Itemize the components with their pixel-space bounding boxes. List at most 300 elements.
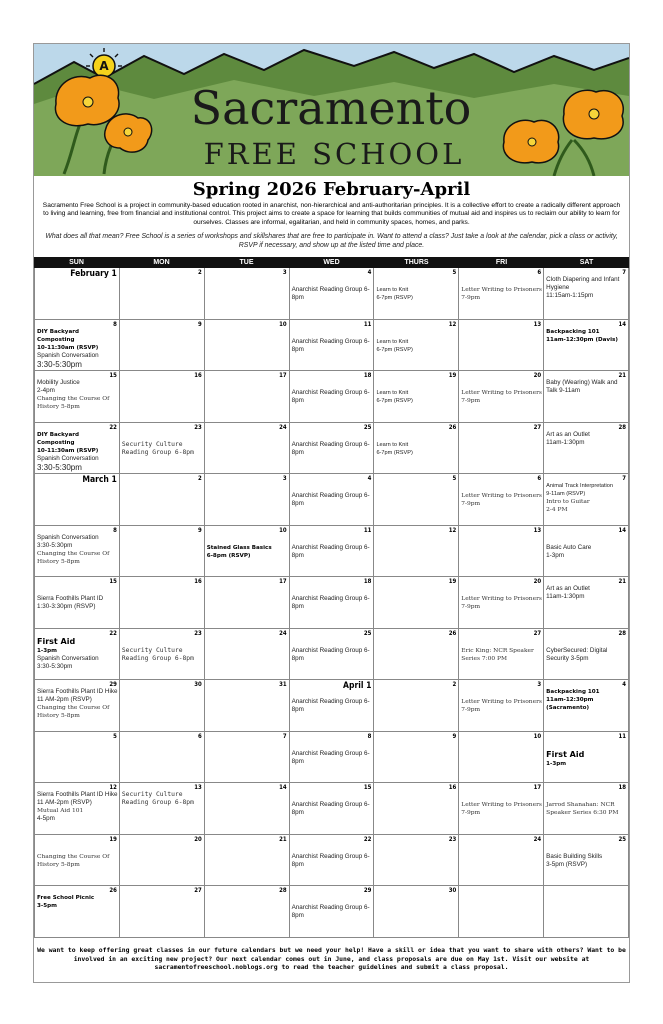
- week-row: [35, 680, 629, 732]
- event-text: Anarchist Reading Group 6-8pm: [291, 337, 370, 353]
- weekday-mon: MON: [153, 259, 170, 266]
- day-events: [376, 379, 457, 405]
- day-cell[interactable]: [290, 371, 375, 422]
- day-cell[interactable]: [290, 680, 375, 731]
- week-row: [35, 629, 629, 681]
- day-cell[interactable]: [290, 268, 375, 319]
- day-cell[interactable]: [35, 732, 120, 783]
- day-number: 5: [113, 732, 117, 740]
- day-events: [292, 894, 373, 920]
- day-cell[interactable]: [374, 320, 459, 371]
- day-number: March 1: [82, 475, 117, 485]
- day-number: 24: [533, 835, 542, 843]
- day-cell[interactable]: [120, 680, 205, 731]
- day-number: 10: [279, 526, 287, 534]
- event-text: Anarchist Reading Group 6-8pm: [291, 492, 370, 507]
- day-number: 27: [533, 423, 542, 431]
- event-text: 11am-12:30pm (Davis): [546, 336, 618, 343]
- day-cell[interactable]: [205, 629, 290, 680]
- day-cell[interactable]: [35, 320, 120, 371]
- day-cell[interactable]: [35, 835, 120, 886]
- event-text: Backpacking 101: [546, 689, 600, 695]
- day-number: 9: [197, 320, 202, 328]
- day-cell[interactable]: [459, 526, 544, 577]
- day-cell[interactable]: [290, 423, 375, 474]
- intro-paragraph: Sacramento Free School is a project in community-based education rooted in anarchist, non-hierarchical and anti-authoritarian principles. It is a collective effort to create a radically different approach to living and learning, free from financial and institutional control. This project aims to create a space for learning that builds communities of mutual aid and inspires us to reclaim our ability to learn for ourselves. Classes are informal, egalitarian, and held in community spaces, homes, and parks.: [42, 202, 621, 226]
- how-to-paragraph: What does all that mean? Free School is a series of workshops and skillshares that are free to participate in. Want to attend a class? Just take a look at the calendar, pick a class or activity, RSVP if necessary, and show up at the listed time and place.: [45, 233, 618, 249]
- event-text: Anarchist Reading Group 6-8pm: [291, 801, 370, 816]
- day-cell[interactable]: [35, 423, 120, 474]
- day-cell[interactable]: [290, 577, 375, 628]
- day-events: [37, 585, 118, 611]
- day-cell[interactable]: [459, 268, 544, 319]
- event-text: 11am-1:30pm: [546, 438, 585, 446]
- day-cell[interactable]: [459, 886, 544, 937]
- day-cell[interactable]: [205, 835, 290, 886]
- day-cell[interactable]: [290, 629, 375, 680]
- day-number: 29: [363, 887, 372, 894]
- day-events: [546, 534, 627, 560]
- weekday-sat: SAT: [579, 259, 594, 266]
- day-events: [461, 791, 542, 817]
- event-text: CyberSecured: Digital Security 3-5pm: [546, 646, 608, 662]
- day-cell[interactable]: [120, 423, 205, 474]
- day-number: 16: [194, 372, 202, 379]
- event-text: Security Culture Reading Group 6-8pm: [121, 440, 194, 456]
- event-text: Security Culture Reading Group 6-8pm: [121, 791, 194, 806]
- banner-title: Sacramento: [190, 81, 472, 135]
- day-cell[interactable]: [205, 732, 290, 783]
- day-number: 19: [448, 578, 457, 585]
- day-number: 3: [537, 681, 542, 688]
- day-number: 15: [109, 372, 117, 379]
- day-number: 8: [113, 526, 117, 534]
- event-text: 3-5pm (RSVP): [546, 860, 588, 868]
- day-cell[interactable]: [35, 268, 120, 319]
- day-number: 5: [452, 475, 457, 482]
- day-cell[interactable]: [374, 423, 459, 474]
- day-cell[interactable]: [374, 680, 459, 731]
- day-cell[interactable]: [544, 526, 629, 577]
- event-text: 1-3pm: [546, 551, 565, 559]
- day-number: 30: [448, 887, 457, 894]
- day-cell[interactable]: [544, 423, 629, 474]
- day-cell[interactable]: [459, 474, 544, 525]
- event-text: Anarchist Reading Group 6-8pm: [291, 543, 370, 559]
- event-text: Jarrod Shanahan: NCR Speaker Series 6:30 PM: [546, 802, 619, 816]
- event-text: Anarchist Reading Group 6-8pm: [291, 286, 370, 301]
- event-text: First Aid: [37, 636, 76, 646]
- day-cell[interactable]: [374, 474, 459, 525]
- day-cell[interactable]: [35, 886, 120, 937]
- day-number: 22: [109, 423, 117, 431]
- event-text: Anarchist Reading Group 6-8pm: [291, 749, 370, 765]
- day-events: [37, 379, 118, 411]
- event-text: Anarchist Reading Group 6-8pm: [291, 440, 370, 456]
- day-cell[interactable]: [544, 783, 629, 834]
- event-text: 6-7pm (RSVP): [376, 346, 413, 353]
- day-cell[interactable]: [459, 320, 544, 371]
- day-number: 28: [279, 887, 287, 894]
- day-cell[interactable]: [35, 680, 120, 731]
- day-number: 12: [448, 526, 457, 534]
- day-cell[interactable]: [205, 886, 290, 937]
- day-number: 27: [533, 629, 542, 637]
- day-events: [461, 637, 542, 663]
- day-cell[interactable]: [459, 783, 544, 834]
- day-events: [461, 379, 542, 405]
- event-text: Sierra Foothills Plant ID: [37, 595, 104, 602]
- calendar-rows: [34, 268, 629, 938]
- event-text: 4-5pm: [37, 815, 55, 822]
- day-events: [546, 431, 627, 447]
- day-cell[interactable]: [544, 268, 629, 319]
- day-events: [461, 276, 542, 302]
- day-number: 5: [452, 269, 457, 276]
- event-text: 1:30-3:30pm (RSVP): [37, 603, 96, 610]
- event-text: Animal Track Interpretation: [546, 483, 613, 489]
- day-events: [37, 791, 118, 823]
- day-cell[interactable]: [544, 886, 629, 937]
- event-text: Learn to Knit: [376, 441, 409, 448]
- day-events: [546, 688, 627, 712]
- day-number: 31: [279, 681, 287, 688]
- event-text: Free School Picnic: [37, 895, 95, 901]
- day-events: [122, 637, 203, 663]
- event-text: Changing the Course Of History 5-8pm: [37, 705, 110, 719]
- day-cell[interactable]: [290, 526, 375, 577]
- day-cell[interactable]: [459, 732, 544, 783]
- event-text: Backpacking 101: [546, 328, 600, 335]
- day-events: [207, 534, 288, 560]
- day-number: 14: [279, 784, 287, 791]
- day-number: 18: [618, 784, 627, 791]
- event-text: Mutual Aid 101: [37, 808, 84, 814]
- day-number: 20: [533, 372, 542, 379]
- day-cell[interactable]: [374, 732, 459, 783]
- day-events: [292, 791, 373, 817]
- week-row: [35, 577, 629, 629]
- event-text: 3-5pm: [37, 903, 57, 909]
- day-cell[interactable]: [205, 268, 290, 319]
- event-text: First Aid: [546, 749, 585, 759]
- day-number: 19: [109, 835, 117, 843]
- event-text: Changing the Course Of History 5-8pm: [37, 550, 110, 565]
- footer-note: We want to keep offering great classes in our future calendars but we need your help! Have a skill or idea that you want to share with others? Want to be involved in an exciting new project? Our next calendar comes out in June, and class proposals are due on May 1st. Visit our website at sacramentofreeschool.noblogs.org to read the teacher guidelines and submit a class proposal.: [37, 946, 626, 971]
- day-number: 26: [448, 629, 457, 637]
- day-events: [122, 431, 203, 457]
- day-cell[interactable]: [374, 268, 459, 319]
- day-number: 16: [448, 784, 457, 791]
- day-cell[interactable]: [120, 526, 205, 577]
- day-cell[interactable]: [290, 320, 375, 371]
- day-events: [37, 894, 118, 910]
- day-events: [546, 379, 627, 395]
- day-events: [292, 431, 373, 457]
- day-events: [292, 585, 373, 611]
- day-number: 20: [533, 578, 542, 585]
- day-number: 24: [279, 629, 287, 637]
- day-number: 11: [618, 732, 627, 740]
- event-text: Baby (Wearing) Walk and Talk 9-11am: [546, 379, 618, 394]
- page-title: Spring 2026 February-April: [192, 179, 471, 200]
- day-cell[interactable]: [290, 732, 375, 783]
- day-number: 12: [448, 320, 457, 328]
- day-cell[interactable]: [459, 423, 544, 474]
- day-cell[interactable]: [35, 371, 120, 422]
- day-number: 8: [367, 732, 372, 740]
- day-number: 4: [622, 681, 627, 688]
- week-row: [35, 371, 629, 423]
- day-number: 21: [279, 835, 287, 843]
- day-cell[interactable]: [374, 629, 459, 680]
- day-events: [37, 843, 118, 869]
- event-text: Anarchist Reading Group 6-8pm: [291, 646, 370, 662]
- day-number: 13: [194, 784, 202, 791]
- day-number: 26: [109, 887, 117, 894]
- week-row: [35, 732, 629, 784]
- event-text: 3:30-5:30pm: [37, 662, 73, 670]
- day-cell[interactable]: [120, 835, 205, 886]
- event-text: 10-11:30am (RSVP): [37, 344, 99, 351]
- day-number: 2: [197, 475, 202, 482]
- day-cell[interactable]: [120, 268, 205, 319]
- day-cell[interactable]: [35, 629, 120, 680]
- day-number: 25: [363, 423, 372, 431]
- event-text: 11:15am-1:15pm: [546, 292, 594, 299]
- day-cell[interactable]: [544, 474, 629, 525]
- calendar-page: [33, 43, 630, 983]
- weekday-header: [34, 257, 629, 268]
- day-cell[interactable]: [544, 732, 629, 783]
- day-events: [292, 688, 373, 714]
- event-text: 6-7pm (RSVP): [376, 295, 413, 301]
- day-events: [292, 534, 373, 560]
- day-events: [546, 482, 627, 514]
- day-events: [292, 637, 373, 663]
- day-cell[interactable]: [205, 320, 290, 371]
- day-events: [122, 791, 203, 807]
- day-cell[interactable]: [544, 320, 629, 371]
- day-events: [292, 843, 373, 869]
- day-cell[interactable]: [290, 783, 375, 834]
- day-events: [37, 688, 118, 720]
- day-number: 21: [618, 578, 627, 585]
- event-text: Anarchist Reading Group 6-8pm: [291, 389, 370, 404]
- day-cell[interactable]: [205, 577, 290, 628]
- banner-illustration: [34, 44, 629, 176]
- event-text: Letter Writing to Prisoners 7-9pm: [461, 493, 542, 507]
- event-text: Basic Building Skills: [546, 852, 603, 860]
- day-cell[interactable]: [374, 577, 459, 628]
- event-text: Learn to Knit: [376, 287, 409, 293]
- day-cell[interactable]: [205, 680, 290, 731]
- day-number: 4: [367, 475, 372, 482]
- day-cell[interactable]: [120, 320, 205, 371]
- day-number: 10: [279, 320, 287, 328]
- day-cell[interactable]: [374, 526, 459, 577]
- day-cell[interactable]: [120, 629, 205, 680]
- day-number: 21: [618, 372, 627, 379]
- day-cell[interactable]: [290, 474, 375, 525]
- event-text: 11am-1:30pm: [546, 593, 585, 600]
- event-text: Art as an Outlet: [546, 430, 590, 438]
- day-events: [376, 276, 457, 302]
- event-text: Letter Writing to Prisoners 7-9pm: [461, 287, 542, 301]
- week-row: [35, 835, 629, 887]
- event-text: Security Culture Reading Group 6-8pm: [121, 646, 194, 662]
- day-cell[interactable]: [459, 577, 544, 628]
- week-row: [35, 783, 629, 835]
- event-text: Learn to Knit: [376, 390, 409, 396]
- day-number: 28: [618, 423, 627, 431]
- day-cell[interactable]: [205, 783, 290, 834]
- day-number: 24: [279, 423, 287, 431]
- event-text: 1-3pm: [546, 760, 567, 767]
- day-events: [376, 328, 457, 354]
- day-cell[interactable]: [544, 371, 629, 422]
- day-number: 6: [537, 269, 542, 276]
- event-text: 3:30-5:30pm: [37, 359, 82, 369]
- event-text: 2-4pm: [37, 387, 55, 394]
- event-text: Anarchist Reading Group 6-8pm: [291, 698, 370, 713]
- day-cell[interactable]: [120, 732, 205, 783]
- event-text: 2-4 PM: [546, 507, 568, 513]
- day-cell[interactable]: [459, 371, 544, 422]
- day-number: 22: [363, 835, 372, 843]
- day-events: [292, 482, 373, 508]
- day-events: [546, 843, 627, 869]
- day-number: 9: [452, 732, 457, 740]
- day-events: [292, 328, 373, 354]
- day-number: 19: [448, 372, 457, 379]
- event-text: 1-3pm: [37, 647, 57, 654]
- event-text: Basic Auto Care: [546, 543, 592, 551]
- day-cell[interactable]: [290, 886, 375, 937]
- day-number: 4: [367, 269, 372, 276]
- day-number: 25: [363, 629, 372, 637]
- event-text: Intro to Guitar: [546, 499, 590, 505]
- day-cell[interactable]: [544, 835, 629, 886]
- day-number: 8: [113, 320, 117, 328]
- weekday-wed: WED: [323, 259, 340, 266]
- banner: [34, 44, 629, 176]
- day-cell[interactable]: [374, 371, 459, 422]
- day-cell[interactable]: [290, 835, 375, 886]
- day-number: 25: [618, 835, 627, 843]
- day-number: 27: [194, 887, 202, 894]
- day-cell[interactable]: [374, 783, 459, 834]
- day-number: 17: [279, 578, 287, 585]
- event-text: Anarchist Reading Group 6-8pm: [291, 852, 370, 868]
- event-text: Letter Writing to Prisoners 7-9pm: [461, 699, 542, 713]
- day-cell[interactable]: [35, 526, 120, 577]
- sun-symbol: A: [99, 59, 109, 73]
- day-number: 2: [452, 681, 457, 688]
- weekday-thurs: THURS: [404, 259, 429, 266]
- day-events: [37, 534, 118, 566]
- day-events: [546, 328, 627, 344]
- day-cell[interactable]: [205, 474, 290, 525]
- event-text: Spanish Conversation: [37, 454, 99, 462]
- event-text: Anarchist Reading Group 6-8pm: [291, 595, 370, 610]
- day-number: 12: [109, 784, 117, 791]
- event-text: 11am-12:30pm (Sacramento): [546, 697, 594, 711]
- event-text: Sierra Foothills Plant ID Hike 11 AM-2pm (RSVP): [37, 791, 118, 806]
- day-cell[interactable]: [120, 371, 205, 422]
- event-text: 6-7pm (RSVP): [376, 449, 413, 456]
- day-events: [546, 637, 627, 663]
- day-cell[interactable]: [544, 577, 629, 628]
- day-cell[interactable]: [205, 371, 290, 422]
- day-number: April 1: [343, 681, 372, 691]
- day-number: 23: [194, 629, 202, 637]
- week-row: [35, 320, 629, 372]
- day-cell[interactable]: [35, 474, 120, 525]
- day-cell[interactable]: [459, 629, 544, 680]
- day-cell[interactable]: [374, 835, 459, 886]
- weekday-fri: FRI: [495, 259, 508, 266]
- day-cell[interactable]: [120, 886, 205, 937]
- day-cell[interactable]: [35, 783, 120, 834]
- week-row: [35, 526, 629, 578]
- day-events: [546, 791, 627, 817]
- day-cell[interactable]: [544, 680, 629, 731]
- event-text: 10-11:30am (RSVP): [37, 447, 99, 454]
- day-number: 14: [618, 526, 627, 534]
- day-number: 18: [363, 372, 372, 379]
- day-events: [376, 431, 457, 457]
- event-text: 3:30-5:30pm: [37, 462, 82, 472]
- day-number: 20: [194, 835, 202, 843]
- day-cell[interactable]: [120, 783, 205, 834]
- day-number: 29: [109, 681, 117, 688]
- event-text: DIY Backyard Composting: [37, 431, 79, 446]
- day-cell[interactable]: [35, 577, 120, 628]
- week-row: [35, 423, 629, 475]
- day-cell[interactable]: [459, 680, 544, 731]
- day-number: 16: [194, 578, 202, 585]
- week-row: [35, 886, 629, 938]
- day-number: 15: [109, 578, 117, 585]
- calendar-grid: [34, 257, 629, 938]
- day-events: [292, 740, 373, 766]
- day-number: 17: [533, 784, 542, 791]
- day-number: 7: [622, 475, 627, 482]
- day-number: 30: [194, 681, 202, 688]
- event-text: Eric King: NCR Speaker Series 7:00 PM: [461, 647, 534, 662]
- event-text: Mobility Justice: [37, 379, 80, 386]
- day-cell[interactable]: [374, 886, 459, 937]
- day-cell[interactable]: [120, 474, 205, 525]
- day-cell[interactable]: [544, 629, 629, 680]
- day-events: [461, 585, 542, 611]
- event-text: Spanish Conversation: [37, 533, 99, 541]
- day-cell[interactable]: [459, 835, 544, 886]
- event-text: Spanish Conversation: [37, 654, 99, 662]
- day-cell[interactable]: [205, 423, 290, 474]
- day-number: 9: [197, 526, 202, 534]
- day-number: 10: [533, 732, 542, 740]
- day-number: 2: [197, 269, 202, 276]
- day-number: 11: [363, 320, 372, 328]
- event-text: Spanish Conversation: [37, 351, 99, 359]
- event-text: Art as an Outlet: [546, 585, 590, 592]
- day-cell[interactable]: [205, 526, 290, 577]
- day-number: 15: [363, 784, 372, 791]
- day-number: 13: [533, 526, 542, 534]
- day-cell[interactable]: [120, 577, 205, 628]
